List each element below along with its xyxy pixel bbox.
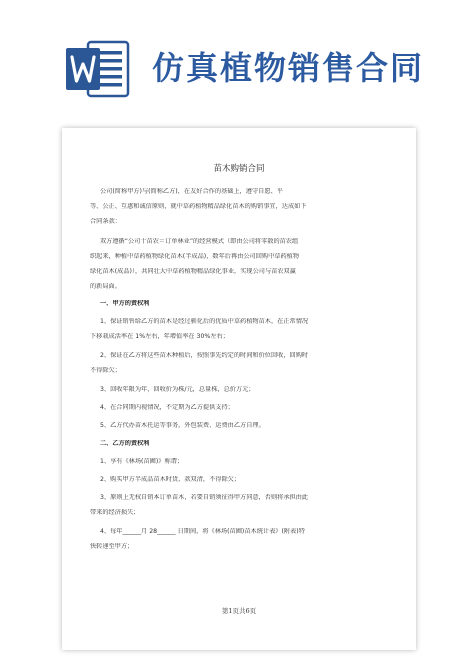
paragraph-line: 4、每年______月 28______ 日期间，将《林场(苗圃)苗木统计表》(附表)特 (100, 528, 305, 535)
paragraph-line: 合同条款： (90, 218, 121, 225)
paragraph-line: 织起来，种植中草药植物绿化苗木(半成品)，数年后再由公司回购中草药植物 (90, 253, 300, 260)
paragraph-line: 1、保证销售给乙方的苗木是经过驯化后的优质中草药植物苗木，在正常情况 (100, 318, 309, 325)
paragraph-line: 快转递至甲方； (90, 543, 134, 550)
paragraph-line: 4、在合同期内视情况，不定期为乙方提供支持； (100, 404, 234, 411)
paragraph-line: 等、公正、互惠和诚信原则，就中草药植物精品绿化苗木的购销事宜，达成如下 (90, 203, 307, 210)
page-number-footer: 第1页共6页 (221, 607, 257, 615)
section-heading: 二、乙方的责权利 (100, 440, 150, 447)
paragraph-line: 3、回收年限为年，回收价为株/元，总量株，总价万元； (100, 386, 255, 393)
word-document-icon (64, 40, 130, 98)
paragraph-line: 3、原则上无权自销本订单苗木，若要自销须征得甲方同意，否则将承担由此 (100, 494, 309, 501)
paragraph-line: 1、享有《林场(苗圃)》称谓； (100, 458, 184, 465)
paragraph-line: 下移栽成活率在 1%左右，年增值率在 30%左右； (90, 333, 229, 340)
section-heading: 一、甲方的责权利 (100, 300, 150, 307)
paragraph-line: 不得除欠； (90, 367, 121, 374)
document-title: 苗木购销合同 (213, 164, 265, 174)
page-headline: 仿真植物销售合同 (152, 49, 425, 87)
paragraph-line: 公司(简称甲方)与(简称乙方)，在友好合作的基础上，遵守自愿、平 (100, 188, 283, 195)
paragraph-line: 双方遵循“公司十苗农＝订单林业”的经营模式（即由公司将零散的苗农组 (100, 238, 299, 245)
paragraph-line: 2、保证在乙方将这些苗木种植后，按照事先约定的时间和价位回收，回购时 (100, 352, 309, 359)
paragraph-line: 2、购买甲方半成品苗木时货、款双清，不得除欠； (100, 476, 241, 483)
paragraph-line: 5、乙方代办苗木托运等事务，外包装费、运费由乙方自理。 (100, 422, 265, 429)
paragraph-line: 的新局面。 (90, 283, 121, 290)
header (0, 0, 474, 118)
document-page (62, 128, 416, 650)
paragraph-line: 绿化苗木(成品)），共同壮大中草药植物精品绿化事业，实现公司与苗农双赢 (90, 268, 296, 275)
paragraph-line: 带来的经济损失； (90, 509, 140, 516)
